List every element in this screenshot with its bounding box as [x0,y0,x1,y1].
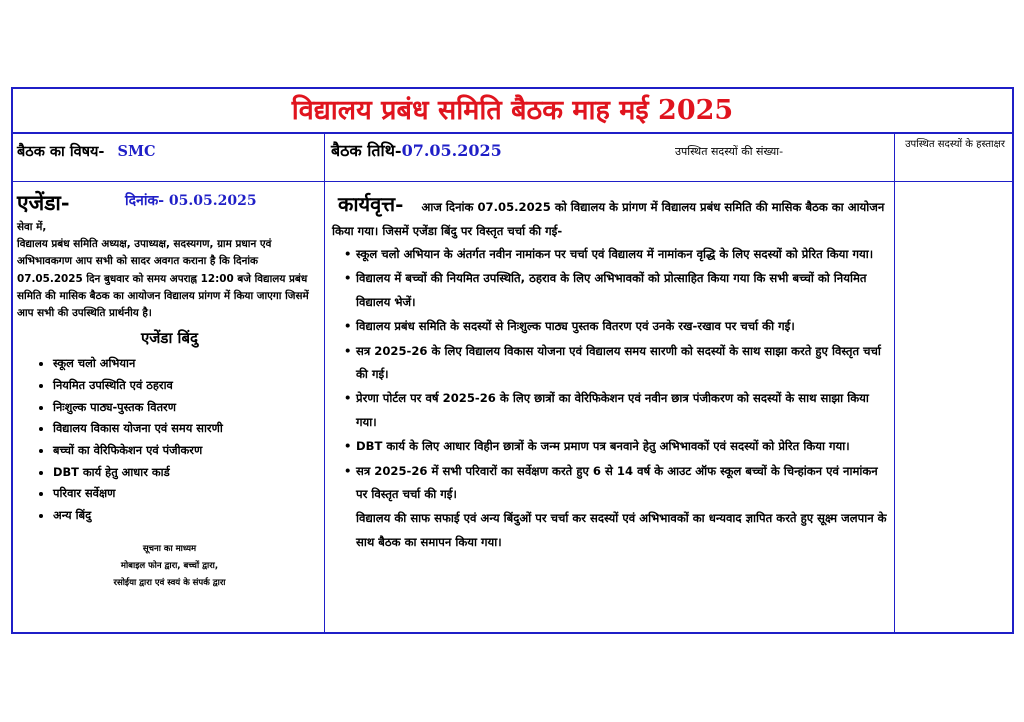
source-line: रसोईया द्वारा एवं स्वयं के संपर्क द्वारा [113,577,226,588]
minutes-closing: विद्यालय की साफ सफाई एवं अन्य बिंदुओं पर चर्चा कर सदस्यों एवं अभिभावकों का धन्यवाद ज्ञापित करते हुए सूक्ष्म जलपान के साथ बैठक का समापन किया गया। [356,511,887,549]
meeting-date-label: बैठक तिथि- [331,141,402,160]
minutes-item: • स्कूल चलो अभियान के अंतर्गत नवीन नामांकन पर चर्चा एवं विद्यालय में नामांकन वृद्धि के लिए सदस्यों को प्रेरित किया गया। [344,243,892,266]
agenda-point: • DBT कार्य हेतु आधार कार्ड [53,462,322,484]
minutes-item: • विद्यालय में बच्चों की नियमित उपस्थिति, ठहराव के लिए अभिभावकों को प्रोत्साहित किया गया कि सभी बच्चों को नियमित विद्यालय भेजें। [344,267,892,314]
header-row-divider [13,181,1012,182]
minutes-heading: कार्यवृत्त- [338,192,404,216]
subject-value: SMC [117,143,156,160]
minutes-item: • प्रेरणा पोर्टल पर वर्ष 2025-26 के लिए छात्रों का वेरिफिकेशन एवं नवीन छात्र पंजीकरण को सदस्यों के साथ साझा किया गया। [344,387,892,434]
subject-label: बैठक का विषय- [17,143,105,160]
column-divider-1 [324,132,325,632]
members-count-label: उपस्थित सदस्यों की संख्या- [675,145,784,158]
minutes-item: • सत्र 2025-26 में सभी परिवारों का सर्वेक्षण करते हुए 6 से 14 वर्ष के आउट ऑफ स्कूल बच्चों के चिन्हांकन एवं नामांकन पर विस्तृत चर्चा की गई। [344,460,892,507]
meeting-table [11,87,1014,634]
agenda-date-label: दिनांक- [125,193,165,209]
agenda-point: • निःशुल्क पाठ्य-पुस्तक वितरण [53,397,322,419]
information-source [17,541,322,592]
agenda-date [125,191,257,210]
minutes-intro: आज दिनांक 07.05.2025 को विद्यालय के प्रांगण में विद्यालय प्रबंध समिति की मासिक बैठक का आयोजन किया गया। जिसमें एजेंडा बिंदु पर विस्तृत चर्चा की गई- [332,200,885,238]
agenda-points-list [17,353,322,527]
agenda-heading: एजेंडा- [17,190,70,215]
signatures-header: उपस्थित सदस्यों के हस्ताक्षर [905,139,1005,150]
minutes-item: • सत्र 2025-26 के लिए विद्यालय विकास योजना एवं विद्यालय समय सारणी को सदस्यों के साथ साझा करते हुए विस्तृत चर्चा की गई। [344,340,892,387]
minutes-item: • विद्यालय प्रबंध समिति के सदस्यों से निःशुल्क पाठ्य पुस्तक वितरण एवं उनके रख-रखाव पर चर्चा की गई। [344,315,892,338]
agenda-point: • नियमित उपस्थिति एवं ठहराव [53,375,322,397]
minutes-column [332,192,892,554]
meeting-date-header [331,139,502,161]
agenda-point: • अन्य बिंदु [53,505,322,527]
subject-header [17,141,156,161]
agenda-points-heading: एजेंडा बिंदु [141,329,198,348]
minutes-list [332,243,892,506]
agenda-body: विद्यालय प्रबंध समिति अध्यक्ष, उपाध्यक्ष, सदस्यगण, ग्राम प्रधान एवं अभिभावकगण आप सभी को सादर अवगत कराना है कि दिनांक 07.05.2025 दिन बुधवार को समय अपराह्न 12:00 बजे विद्यालय प्रबंध समिति की मासिक बैठक का आयोजन विद्यालय प्रांगण में किया जाएगा जिसमें आप सभी की उपस्थिति प्रार्थनीय है। [17,238,309,320]
column-divider-2 [894,132,895,632]
agenda-column [17,189,322,592]
minutes-item: • DBT कार्य के लिए आधार विहीन छात्रों के जन्म प्रमाण पत्र बनवाने हेतु अभिभावकों एवं सदस्यों को प्रेरित किया गया। [344,435,892,458]
source-line: मोबाइल फोन द्वारा, बच्चों द्वारा, [120,560,219,571]
agenda-point: • विद्यालय विकास योजना एवं समय सारणी [53,418,322,440]
agenda-point: • परिवार सर्वेक्षण [53,483,322,505]
source-title: सूचना का माध्यम [142,543,197,554]
meeting-date-value: 07.05.2025 [401,141,502,160]
agenda-salutation: सेवा में, [17,221,47,233]
agenda-point: • स्कूल चलो अभियान [53,353,322,375]
agenda-date-value: 05.05.2025 [168,193,257,209]
minutes-intro-block [332,192,892,243]
agenda-point: • बच्चों का वेरिफिकेशन एवं पंजीकरण [53,440,322,462]
document-title: विद्यालय प्रबंध समिति बैठक माह मई 2025 [13,89,1012,134]
